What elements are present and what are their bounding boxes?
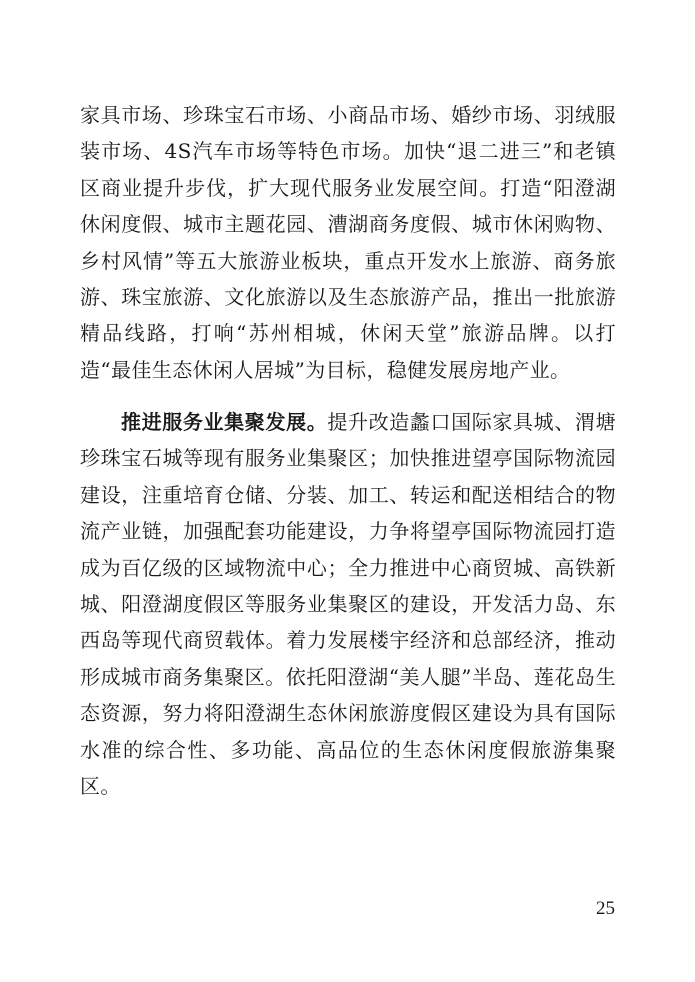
paragraph-2-text: 提升改造蠡口国际家具城、渭塘珍珠宝石城等现有服务业集聚区；加快推进望亭国际物流园建设，注重培育仓储、分装、加工、转运和配送相结合的物流产业链，加强配套功能建设，力争将望亭国际物流园打造成为百亿级的区域物流中心；全力推进中心商贸城、高铁新城、阳澄湖度假区等服务业集聚区的建设，开发活力岛、东西岛等现代商贸载体。着力发展楼宇经济和总部经济，推动形成城市商务集聚区。依托阳澄湖“美人腿”半岛、莲花岛生态资源，努力将阳澄湖生态休闲旅游度假区建设为具有国际水准的综合性、多功能、高品位的生态休闲度假旅游集聚区。	[80, 410, 616, 799]
paragraph-2	[80, 404, 616, 804]
paragraph-1-text: 家具市场、珍珠宝石市场、小商品市场、婚纱市场、羽绒服装市场、4S汽车市场等特色市场。加快“退二进三”和老镇区商业提升步伐，扩大现代服务业发展空间。打造“阳澄湖休闲度假、城市主题花园、漕湖商务度假、城市休闲购物、乡村风情”等五大旅游业板块，重点开发水上旅游、商务旅游、珠宝旅游、文化旅游以及生态旅游产品，推出一批旅游精品线路，打响“苏州相城，休闲天堂”旅游品牌。以打造“最佳生态休闲人居城”为目标，稳健发展房地产业。	[80, 103, 616, 382]
page-number: 25	[596, 898, 615, 919]
paragraph-2-lead-heading: 推进服务业集聚发展。	[121, 410, 328, 434]
paragraph-1	[80, 97, 616, 388]
